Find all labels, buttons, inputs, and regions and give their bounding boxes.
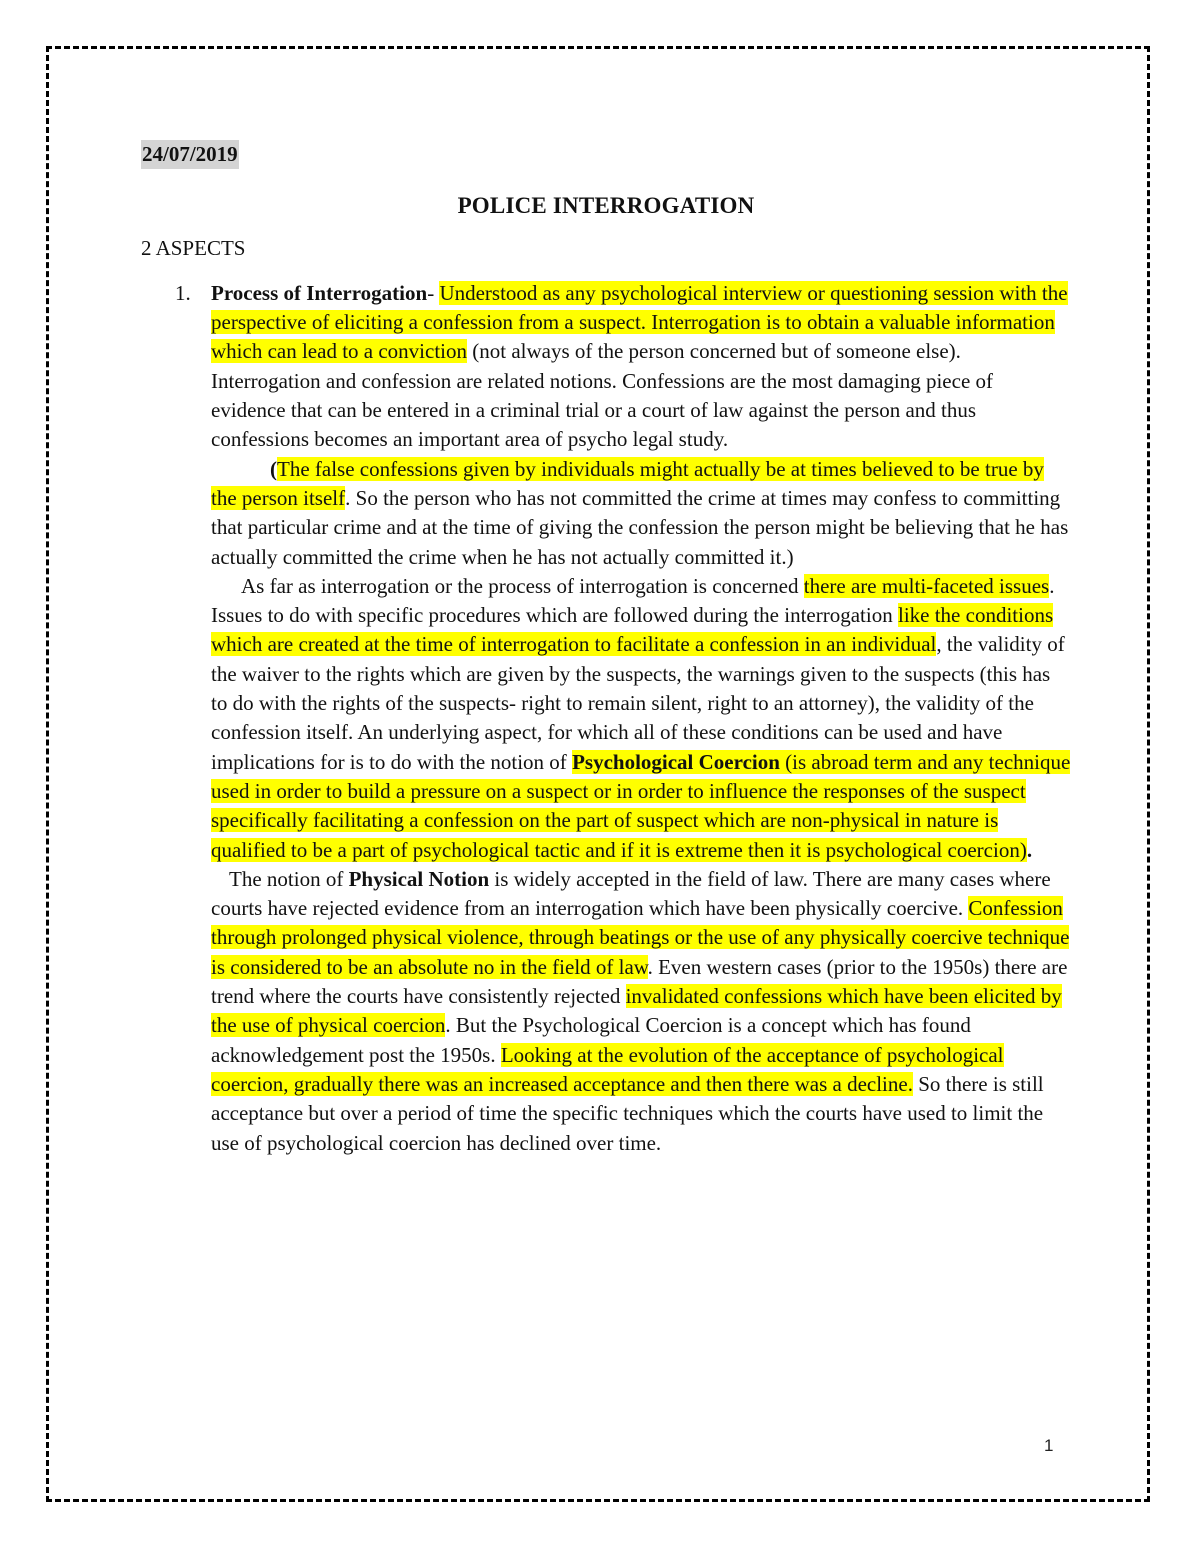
aspects-heading: 2 ASPECTS: [141, 235, 246, 260]
text-run: . But the Psychological Coercion is a concept which has found acknowledgement post the 1950s.: [211, 1013, 971, 1067]
list-item-number: 1.: [175, 280, 191, 305]
highlighted-text: Understood as any psychological interview or questioning session with the perspective of eliciting a confession from a suspect. Interrogation is to obtain a valuable information which can lead to a conviction: [211, 280, 1068, 364]
text-run: As far as interrogation or the process of interrogation is concerned: [241, 573, 804, 598]
paragraph-multi-faceted-issues: [211, 572, 1071, 865]
highlighted-text: there are multi-faceted issues: [803, 573, 1050, 598]
text-run: . Issues to do with specific procedures which are followed during the interrogation: [211, 573, 1055, 628]
text-run: The notion of: [229, 866, 349, 891]
text-run: So there is still acceptance but over a period of time the specific techniques which the courts have used to limit the use of psychological coercion has declined over time.: [211, 1071, 1044, 1155]
highlighted-text: The false confessions given by individuals might actually be at times believed to be true by the person itself: [211, 456, 1044, 510]
text-run: .: [1026, 837, 1033, 862]
text-run: Physical Notion: [348, 866, 490, 891]
highlighted-text: Looking at the evolution of the acceptance of psychological coercion, gradually there was an increased acceptance and then there was a decline.: [211, 1042, 1004, 1096]
document-date: 24/07/2019: [141, 140, 239, 169]
text-run: , the validity of the waiver to the rights which are given by the suspects, the warnings given to the suspects (this has to do with the rights of the suspects- right to remain silent, right to an attorney), the validity of the confession itself. An underlying aspect, for which all of these conditions can be used and have implications for is to do with the notion of: [211, 632, 1065, 774]
page-number: 1: [1044, 1436, 1054, 1455]
text-run: -: [427, 280, 440, 305]
document-body: [141, 140, 1071, 1158]
text-run: (: [270, 456, 277, 481]
text-run: . Even western cases (prior to the 1950s) there are trend where the courts have consistently rejected: [211, 954, 1068, 1009]
text-run: is widely accepted in the field of law. There are many cases where courts have rejected evidence from an interrogation which have been physically coercive.: [211, 866, 1051, 921]
text-run: (not always of the person concerned but of someone else). Interrogation and confession are related notions. Confessions are the most damaging piece of evidence that can be entered in a criminal trial or a court of law against the person and thus confessions becomes an important area of psycho legal study.: [211, 339, 994, 452]
paragraph-physical-notion: [211, 865, 1071, 1158]
document-title: POLICE INTERROGATION: [457, 193, 755, 219]
highlighted-text: Confession through prolonged physical violence, through beatings or the use of any physically coercive technique is considered to be an absolute no in the field of law: [211, 896, 1070, 979]
highlighted-text: like the conditions which are created at the time of interrogation to facilitate a confession in an individual: [211, 603, 1054, 657]
paragraph-process-of-interrogation: [211, 279, 1071, 455]
text-run: . So the person who has not committed the crime at times may confess to committing that particular crime and at the time of giving the confession the person might be believing that he has actually committed the crime when he has not actually committed it.): [211, 485, 1069, 569]
paragraph-false-confessions: [211, 455, 1071, 572]
highlighted-text: (is abroad term and any technique used in order to build a pressure on a suspect or in order to influence the responses of the suspect specifically facilitating a confession on the part of suspect which are non-physical in nature is qualified to be a part of psychological tactic and if it is extreme then it is psychological coercion): [211, 749, 1071, 862]
highlighted-text: Psychological Coercion: [572, 749, 780, 774]
item-label: Process of Interrogation: [211, 280, 428, 305]
list-item: [141, 279, 1071, 1158]
highlighted-text: invalidated confessions which have been elicited by the use of physical coercion: [211, 984, 1062, 1038]
